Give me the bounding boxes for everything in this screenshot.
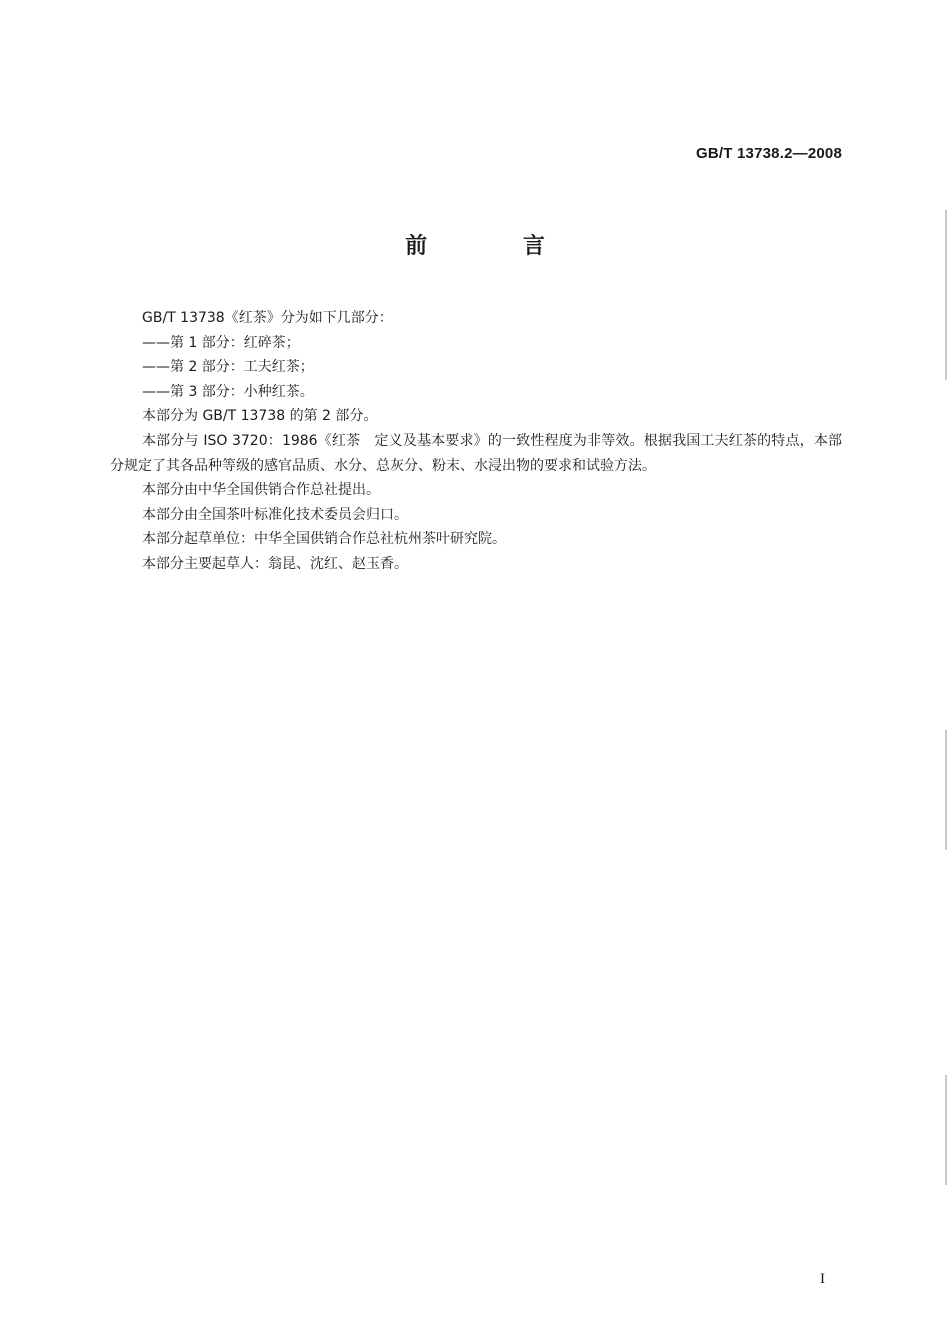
foreword-body xyxy=(110,306,842,577)
paragraph-drafting-unit: 本部分起草单位：中华全国供销合作总社杭州茶叶研究院。 xyxy=(142,531,506,548)
list-item-part-3: ——第 3 部分：小种红茶。 xyxy=(142,383,314,400)
paragraph-iso-consistency: 本部分与 ISO 3720：1986《红茶 定义及基本要求》的一致性程度为非等效。根据我国工夫红茶的特点，本部分规定了其各品种等级的感官品质、水分、总灰分、粉末、水浸出物的要求和试验方法。 xyxy=(110,432,842,474)
list-item-part-1: ——第 1 部分：红碎茶； xyxy=(142,334,300,351)
scan-edge-mark xyxy=(945,730,947,850)
scan-edge-mark xyxy=(945,210,947,380)
paragraph-intro: GB/T 13738《红茶》分为如下几部分： xyxy=(142,310,393,326)
section-title: 前 言 xyxy=(405,234,589,259)
paragraph-committee: 本部分由全国茶叶标准化技术委员会归口。 xyxy=(142,506,408,523)
page-number: I xyxy=(820,1271,825,1287)
scan-edge-mark xyxy=(945,1075,947,1185)
list-item-part-2: ——第 2 部分：工夫红茶； xyxy=(142,359,314,376)
paragraph-part-statement: 本部分为 GB/T 13738 的第 2 部分。 xyxy=(142,408,378,425)
paragraph-drafters: 本部分主要起草人：翁昆、沈红、赵玉香。 xyxy=(142,555,408,572)
paragraph-proposer: 本部分由中华全国供销合作总社提出。 xyxy=(142,482,380,499)
standard-code: GB/T 13738.2—2008 xyxy=(696,145,842,162)
